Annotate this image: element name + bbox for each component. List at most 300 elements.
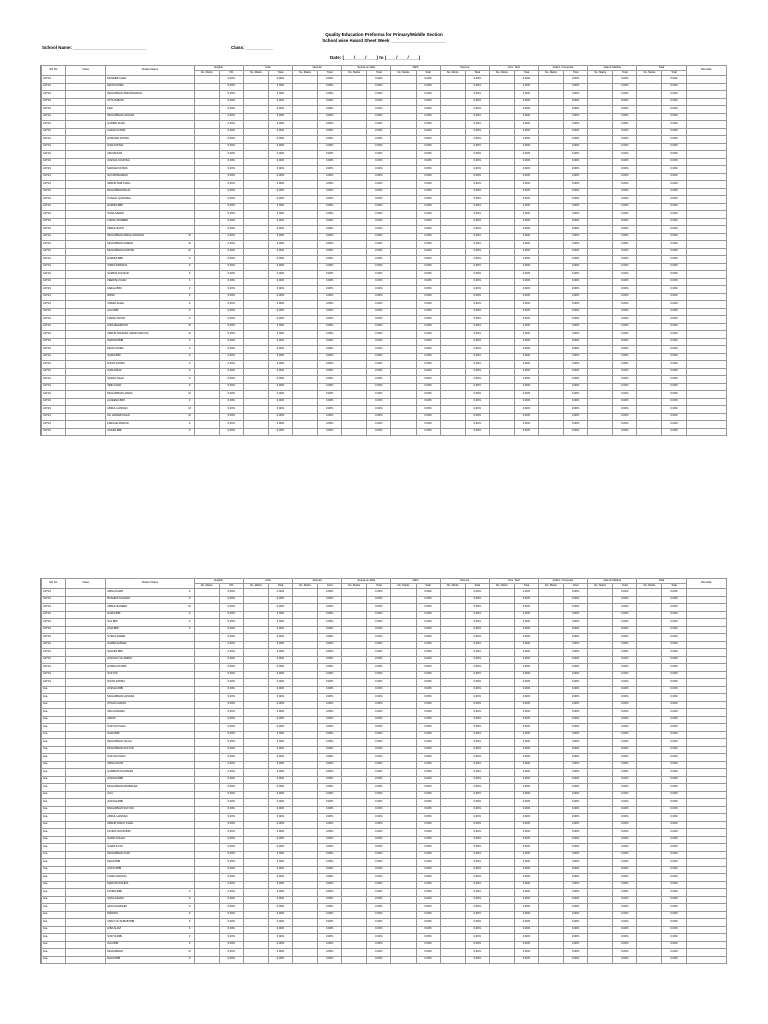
marks-cell[interactable] bbox=[243, 158, 268, 166]
marks-cell[interactable] bbox=[293, 724, 318, 732]
marks-cell[interactable] bbox=[440, 278, 465, 286]
marks-cell[interactable] bbox=[243, 881, 268, 889]
marks-cell[interactable] bbox=[391, 724, 416, 732]
marks-cell[interactable] bbox=[391, 604, 416, 612]
table-row[interactable] bbox=[42, 649, 727, 657]
marks-cell[interactable] bbox=[342, 641, 367, 649]
marks-cell[interactable] bbox=[293, 889, 318, 897]
marks-cell[interactable] bbox=[293, 211, 318, 219]
marks-cell[interactable] bbox=[539, 98, 564, 106]
table-row[interactable] bbox=[42, 263, 727, 271]
class-cell[interactable] bbox=[66, 331, 106, 339]
marks-cell[interactable] bbox=[243, 406, 268, 414]
remarks-cell[interactable] bbox=[686, 604, 726, 612]
marks-cell[interactable] bbox=[489, 263, 514, 271]
class-cell[interactable] bbox=[66, 619, 106, 627]
marks-cell[interactable] bbox=[194, 679, 219, 687]
marks-cell[interactable] bbox=[243, 776, 268, 784]
marks-cell[interactable] bbox=[489, 671, 514, 679]
marks-cell[interactable] bbox=[194, 926, 219, 934]
marks-cell[interactable] bbox=[539, 836, 564, 844]
marks-cell[interactable] bbox=[637, 791, 662, 799]
marks-cell[interactable] bbox=[588, 263, 613, 271]
table-row[interactable] bbox=[42, 626, 727, 634]
marks-cell[interactable] bbox=[588, 233, 613, 241]
marks-cell[interactable] bbox=[588, 949, 613, 957]
marks-cell[interactable] bbox=[588, 256, 613, 264]
marks-cell[interactable] bbox=[489, 799, 514, 807]
marks-cell[interactable] bbox=[489, 829, 514, 837]
marks-cell[interactable] bbox=[588, 701, 613, 709]
marks-cell[interactable] bbox=[293, 241, 318, 249]
marks-cell[interactable] bbox=[342, 754, 367, 762]
marks-cell[interactable] bbox=[194, 641, 219, 649]
remarks-cell[interactable] bbox=[686, 626, 726, 634]
marks-cell[interactable] bbox=[391, 709, 416, 717]
marks-cell[interactable] bbox=[539, 203, 564, 211]
marks-cell[interactable] bbox=[194, 173, 219, 181]
marks-cell[interactable] bbox=[588, 196, 613, 204]
marks-cell[interactable] bbox=[391, 301, 416, 309]
marks-cell[interactable] bbox=[588, 398, 613, 406]
table-row[interactable] bbox=[42, 821, 727, 829]
marks-cell[interactable] bbox=[342, 634, 367, 642]
marks-cell[interactable] bbox=[637, 136, 662, 144]
marks-cell[interactable] bbox=[489, 173, 514, 181]
marks-cell[interactable] bbox=[194, 188, 219, 196]
table-row[interactable] bbox=[42, 136, 727, 144]
marks-cell[interactable] bbox=[342, 301, 367, 309]
marks-cell[interactable] bbox=[194, 776, 219, 784]
marks-cell[interactable] bbox=[440, 664, 465, 672]
table-row[interactable] bbox=[42, 619, 727, 627]
marks-cell[interactable] bbox=[440, 739, 465, 747]
marks-cell[interactable] bbox=[194, 376, 219, 384]
marks-cell[interactable] bbox=[539, 956, 564, 964]
marks-cell[interactable] bbox=[588, 188, 613, 196]
marks-cell[interactable] bbox=[293, 301, 318, 309]
marks-cell[interactable] bbox=[194, 143, 219, 151]
marks-cell[interactable] bbox=[342, 881, 367, 889]
marks-cell[interactable] bbox=[391, 671, 416, 679]
marks-cell[interactable] bbox=[342, 241, 367, 249]
class-cell[interactable] bbox=[66, 896, 106, 904]
table-row[interactable] bbox=[42, 121, 727, 129]
marks-cell[interactable] bbox=[293, 911, 318, 919]
marks-cell[interactable] bbox=[440, 814, 465, 822]
marks-cell[interactable] bbox=[489, 776, 514, 784]
table-row[interactable] bbox=[42, 166, 727, 174]
marks-cell[interactable] bbox=[440, 428, 465, 436]
remarks-cell[interactable] bbox=[686, 881, 726, 889]
marks-cell[interactable] bbox=[391, 866, 416, 874]
marks-cell[interactable] bbox=[342, 806, 367, 814]
class-cell[interactable] bbox=[66, 844, 106, 852]
marks-cell[interactable] bbox=[489, 76, 514, 84]
marks-cell[interactable] bbox=[194, 353, 219, 361]
marks-cell[interactable] bbox=[489, 634, 514, 642]
marks-cell[interactable] bbox=[588, 731, 613, 739]
remarks-cell[interactable] bbox=[686, 143, 726, 151]
class-cell[interactable] bbox=[66, 626, 106, 634]
marks-cell[interactable] bbox=[391, 806, 416, 814]
marks-cell[interactable] bbox=[489, 421, 514, 429]
marks-cell[interactable] bbox=[539, 694, 564, 702]
marks-cell[interactable] bbox=[539, 829, 564, 837]
marks-cell[interactable] bbox=[194, 263, 219, 271]
class-cell[interactable] bbox=[66, 589, 106, 597]
class-field[interactable]: Class: ___________ bbox=[231, 45, 274, 50]
class-cell[interactable] bbox=[66, 368, 106, 376]
marks-cell[interactable] bbox=[637, 173, 662, 181]
marks-cell[interactable] bbox=[194, 596, 219, 604]
marks-cell[interactable] bbox=[293, 106, 318, 114]
marks-cell[interactable] bbox=[539, 784, 564, 792]
remarks-cell[interactable] bbox=[686, 709, 726, 717]
marks-cell[interactable] bbox=[588, 113, 613, 121]
marks-cell[interactable] bbox=[243, 211, 268, 219]
table-row[interactable] bbox=[42, 158, 727, 166]
table-row[interactable] bbox=[42, 791, 727, 799]
marks-cell[interactable] bbox=[391, 368, 416, 376]
marks-cell[interactable] bbox=[293, 181, 318, 189]
marks-cell[interactable] bbox=[637, 293, 662, 301]
marks-cell[interactable] bbox=[489, 346, 514, 354]
marks-cell[interactable] bbox=[342, 278, 367, 286]
marks-cell[interactable] bbox=[391, 904, 416, 912]
remarks-cell[interactable] bbox=[686, 173, 726, 181]
class-cell[interactable] bbox=[66, 671, 106, 679]
marks-cell[interactable] bbox=[637, 934, 662, 942]
marks-cell[interactable] bbox=[539, 128, 564, 136]
marks-cell[interactable] bbox=[588, 836, 613, 844]
marks-cell[interactable] bbox=[637, 769, 662, 777]
marks-cell[interactable] bbox=[391, 376, 416, 384]
remarks-cell[interactable] bbox=[686, 641, 726, 649]
marks-cell[interactable] bbox=[293, 904, 318, 912]
marks-cell[interactable] bbox=[440, 83, 465, 91]
class-cell[interactable] bbox=[66, 346, 106, 354]
marks-cell[interactable] bbox=[243, 293, 268, 301]
class-cell[interactable] bbox=[66, 166, 106, 174]
table-row[interactable] bbox=[42, 76, 727, 84]
table-row[interactable] bbox=[42, 926, 727, 934]
marks-cell[interactable] bbox=[539, 83, 564, 91]
marks-cell[interactable] bbox=[243, 709, 268, 717]
marks-cell[interactable] bbox=[342, 776, 367, 784]
class-cell[interactable] bbox=[66, 301, 106, 309]
class-cell[interactable] bbox=[66, 248, 106, 256]
table-row[interactable] bbox=[42, 956, 727, 964]
marks-cell[interactable] bbox=[539, 211, 564, 219]
marks-cell[interactable] bbox=[293, 851, 318, 859]
class-cell[interactable] bbox=[66, 679, 106, 687]
marks-cell[interactable] bbox=[293, 754, 318, 762]
table-row[interactable] bbox=[42, 844, 727, 852]
marks-cell[interactable] bbox=[588, 376, 613, 384]
marks-cell[interactable] bbox=[539, 896, 564, 904]
marks-cell[interactable] bbox=[539, 106, 564, 114]
class-cell[interactable] bbox=[66, 113, 106, 121]
marks-cell[interactable] bbox=[293, 143, 318, 151]
marks-cell[interactable] bbox=[539, 911, 564, 919]
marks-cell[interactable] bbox=[342, 791, 367, 799]
marks-cell[interactable] bbox=[293, 293, 318, 301]
marks-cell[interactable] bbox=[637, 904, 662, 912]
marks-cell[interactable] bbox=[440, 626, 465, 634]
marks-cell[interactable] bbox=[489, 361, 514, 369]
marks-cell[interactable] bbox=[489, 709, 514, 717]
marks-cell[interactable] bbox=[440, 746, 465, 754]
marks-cell[interactable] bbox=[391, 181, 416, 189]
marks-cell[interactable] bbox=[194, 271, 219, 279]
class-cell[interactable] bbox=[66, 211, 106, 219]
table-row[interactable] bbox=[42, 98, 727, 106]
marks-cell[interactable] bbox=[243, 128, 268, 136]
class-cell[interactable] bbox=[66, 121, 106, 129]
marks-cell[interactable] bbox=[440, 701, 465, 709]
marks-cell[interactable] bbox=[489, 626, 514, 634]
marks-cell[interactable] bbox=[489, 844, 514, 852]
marks-cell[interactable] bbox=[194, 731, 219, 739]
marks-cell[interactable] bbox=[489, 248, 514, 256]
marks-cell[interactable] bbox=[194, 196, 219, 204]
marks-cell[interactable] bbox=[637, 701, 662, 709]
marks-cell[interactable] bbox=[588, 641, 613, 649]
marks-cell[interactable] bbox=[194, 656, 219, 664]
class-cell[interactable] bbox=[66, 286, 106, 294]
marks-cell[interactable] bbox=[489, 649, 514, 657]
marks-cell[interactable] bbox=[637, 589, 662, 597]
marks-cell[interactable] bbox=[637, 784, 662, 792]
remarks-cell[interactable] bbox=[686, 821, 726, 829]
marks-cell[interactable] bbox=[588, 889, 613, 897]
marks-cell[interactable] bbox=[293, 308, 318, 316]
marks-cell[interactable] bbox=[243, 421, 268, 429]
marks-cell[interactable] bbox=[391, 739, 416, 747]
marks-cell[interactable] bbox=[243, 686, 268, 694]
marks-cell[interactable] bbox=[489, 619, 514, 627]
marks-cell[interactable] bbox=[391, 91, 416, 99]
marks-cell[interactable] bbox=[293, 686, 318, 694]
class-cell[interactable] bbox=[66, 218, 106, 226]
marks-cell[interactable] bbox=[539, 604, 564, 612]
marks-cell[interactable] bbox=[243, 113, 268, 121]
marks-cell[interactable] bbox=[539, 241, 564, 249]
marks-cell[interactable] bbox=[243, 934, 268, 942]
table-row[interactable] bbox=[42, 851, 727, 859]
marks-cell[interactable] bbox=[489, 83, 514, 91]
marks-cell[interactable] bbox=[293, 151, 318, 159]
marks-cell[interactable] bbox=[243, 271, 268, 279]
marks-cell[interactable] bbox=[539, 196, 564, 204]
marks-cell[interactable] bbox=[539, 941, 564, 949]
table-row[interactable] bbox=[42, 724, 727, 732]
marks-cell[interactable] bbox=[293, 346, 318, 354]
marks-cell[interactable] bbox=[539, 113, 564, 121]
marks-cell[interactable] bbox=[391, 331, 416, 339]
marks-cell[interactable] bbox=[588, 934, 613, 942]
table-row[interactable] bbox=[42, 361, 727, 369]
marks-cell[interactable] bbox=[440, 881, 465, 889]
marks-cell[interactable] bbox=[637, 331, 662, 339]
marks-cell[interactable] bbox=[539, 926, 564, 934]
marks-cell[interactable] bbox=[243, 694, 268, 702]
marks-cell[interactable] bbox=[391, 196, 416, 204]
remarks-cell[interactable] bbox=[686, 956, 726, 964]
remarks-cell[interactable] bbox=[686, 376, 726, 384]
marks-cell[interactable] bbox=[637, 203, 662, 211]
marks-cell[interactable] bbox=[293, 188, 318, 196]
class-cell[interactable] bbox=[66, 694, 106, 702]
marks-cell[interactable] bbox=[489, 724, 514, 732]
remarks-cell[interactable] bbox=[686, 113, 726, 121]
marks-cell[interactable] bbox=[440, 679, 465, 687]
table-row[interactable] bbox=[42, 323, 727, 331]
marks-cell[interactable] bbox=[440, 866, 465, 874]
remarks-cell[interactable] bbox=[686, 98, 726, 106]
marks-cell[interactable] bbox=[539, 799, 564, 807]
marks-cell[interactable] bbox=[489, 769, 514, 777]
marks-cell[interactable] bbox=[293, 799, 318, 807]
remarks-cell[interactable] bbox=[686, 316, 726, 324]
marks-cell[interactable] bbox=[194, 331, 219, 339]
marks-cell[interactable] bbox=[194, 634, 219, 642]
marks-cell[interactable] bbox=[489, 218, 514, 226]
marks-cell[interactable] bbox=[293, 323, 318, 331]
marks-cell[interactable] bbox=[342, 323, 367, 331]
marks-cell[interactable] bbox=[243, 151, 268, 159]
marks-cell[interactable] bbox=[637, 694, 662, 702]
marks-cell[interactable] bbox=[194, 428, 219, 436]
marks-cell[interactable] bbox=[539, 949, 564, 957]
remarks-cell[interactable] bbox=[686, 203, 726, 211]
table-row[interactable] bbox=[42, 83, 727, 91]
marks-cell[interactable] bbox=[539, 769, 564, 777]
marks-cell[interactable] bbox=[391, 346, 416, 354]
marks-cell[interactable] bbox=[391, 413, 416, 421]
marks-cell[interactable] bbox=[293, 814, 318, 822]
remarks-cell[interactable] bbox=[686, 293, 726, 301]
table-row[interactable] bbox=[42, 233, 727, 241]
marks-cell[interactable] bbox=[243, 791, 268, 799]
marks-cell[interactable] bbox=[342, 98, 367, 106]
marks-cell[interactable] bbox=[391, 874, 416, 882]
table-row[interactable] bbox=[42, 376, 727, 384]
marks-cell[interactable] bbox=[293, 821, 318, 829]
marks-cell[interactable] bbox=[194, 799, 219, 807]
marks-cell[interactable] bbox=[588, 361, 613, 369]
marks-cell[interactable] bbox=[194, 754, 219, 762]
marks-cell[interactable] bbox=[293, 949, 318, 957]
marks-cell[interactable] bbox=[194, 128, 219, 136]
marks-cell[interactable] bbox=[539, 188, 564, 196]
marks-cell[interactable] bbox=[293, 611, 318, 619]
marks-cell[interactable] bbox=[588, 173, 613, 181]
marks-cell[interactable] bbox=[243, 589, 268, 597]
marks-cell[interactable] bbox=[391, 271, 416, 279]
marks-cell[interactable] bbox=[243, 346, 268, 354]
marks-cell[interactable] bbox=[637, 301, 662, 309]
marks-cell[interactable] bbox=[194, 248, 219, 256]
table-row[interactable] bbox=[42, 196, 727, 204]
marks-cell[interactable] bbox=[588, 769, 613, 777]
marks-cell[interactable] bbox=[243, 196, 268, 204]
table-row[interactable] bbox=[42, 731, 727, 739]
marks-cell[interactable] bbox=[588, 278, 613, 286]
class-cell[interactable] bbox=[66, 158, 106, 166]
marks-cell[interactable] bbox=[391, 746, 416, 754]
marks-cell[interactable] bbox=[440, 413, 465, 421]
marks-cell[interactable] bbox=[391, 286, 416, 294]
marks-cell[interactable] bbox=[293, 806, 318, 814]
class-cell[interactable] bbox=[66, 256, 106, 264]
marks-cell[interactable] bbox=[539, 166, 564, 174]
marks-cell[interactable] bbox=[194, 226, 219, 234]
marks-cell[interactable] bbox=[342, 851, 367, 859]
table-row[interactable] bbox=[42, 589, 727, 597]
marks-cell[interactable] bbox=[637, 679, 662, 687]
table-row[interactable] bbox=[42, 596, 727, 604]
remarks-cell[interactable] bbox=[686, 784, 726, 792]
marks-cell[interactable] bbox=[489, 611, 514, 619]
marks-cell[interactable] bbox=[539, 589, 564, 597]
marks-cell[interactable] bbox=[391, 896, 416, 904]
marks-cell[interactable] bbox=[489, 589, 514, 597]
marks-cell[interactable] bbox=[539, 218, 564, 226]
marks-cell[interactable] bbox=[342, 361, 367, 369]
marks-cell[interactable] bbox=[489, 278, 514, 286]
marks-cell[interactable] bbox=[539, 233, 564, 241]
class-cell[interactable] bbox=[66, 791, 106, 799]
marks-cell[interactable] bbox=[293, 866, 318, 874]
marks-cell[interactable] bbox=[391, 361, 416, 369]
class-cell[interactable] bbox=[66, 413, 106, 421]
table-row[interactable] bbox=[42, 173, 727, 181]
marks-cell[interactable] bbox=[440, 836, 465, 844]
marks-cell[interactable] bbox=[194, 181, 219, 189]
marks-cell[interactable] bbox=[391, 679, 416, 687]
marks-cell[interactable] bbox=[194, 844, 219, 852]
marks-cell[interactable] bbox=[489, 286, 514, 294]
marks-cell[interactable] bbox=[342, 166, 367, 174]
marks-cell[interactable] bbox=[194, 391, 219, 399]
marks-cell[interactable] bbox=[588, 724, 613, 732]
class-cell[interactable] bbox=[66, 664, 106, 672]
marks-cell[interactable] bbox=[194, 859, 219, 867]
class-cell[interactable] bbox=[66, 701, 106, 709]
remarks-cell[interactable] bbox=[686, 151, 726, 159]
marks-cell[interactable] bbox=[342, 911, 367, 919]
marks-cell[interactable] bbox=[489, 106, 514, 114]
marks-cell[interactable] bbox=[440, 889, 465, 897]
remarks-cell[interactable] bbox=[686, 949, 726, 957]
marks-cell[interactable] bbox=[637, 844, 662, 852]
class-cell[interactable] bbox=[66, 353, 106, 361]
marks-cell[interactable] bbox=[637, 398, 662, 406]
marks-cell[interactable] bbox=[342, 874, 367, 882]
marks-cell[interactable] bbox=[342, 761, 367, 769]
marks-cell[interactable] bbox=[243, 634, 268, 642]
marks-cell[interactable] bbox=[342, 694, 367, 702]
marks-cell[interactable] bbox=[637, 836, 662, 844]
marks-cell[interactable] bbox=[293, 286, 318, 294]
marks-cell[interactable] bbox=[588, 106, 613, 114]
class-cell[interactable] bbox=[66, 428, 106, 436]
remarks-cell[interactable] bbox=[686, 619, 726, 627]
marks-cell[interactable] bbox=[440, 241, 465, 249]
marks-cell[interactable] bbox=[342, 784, 367, 792]
